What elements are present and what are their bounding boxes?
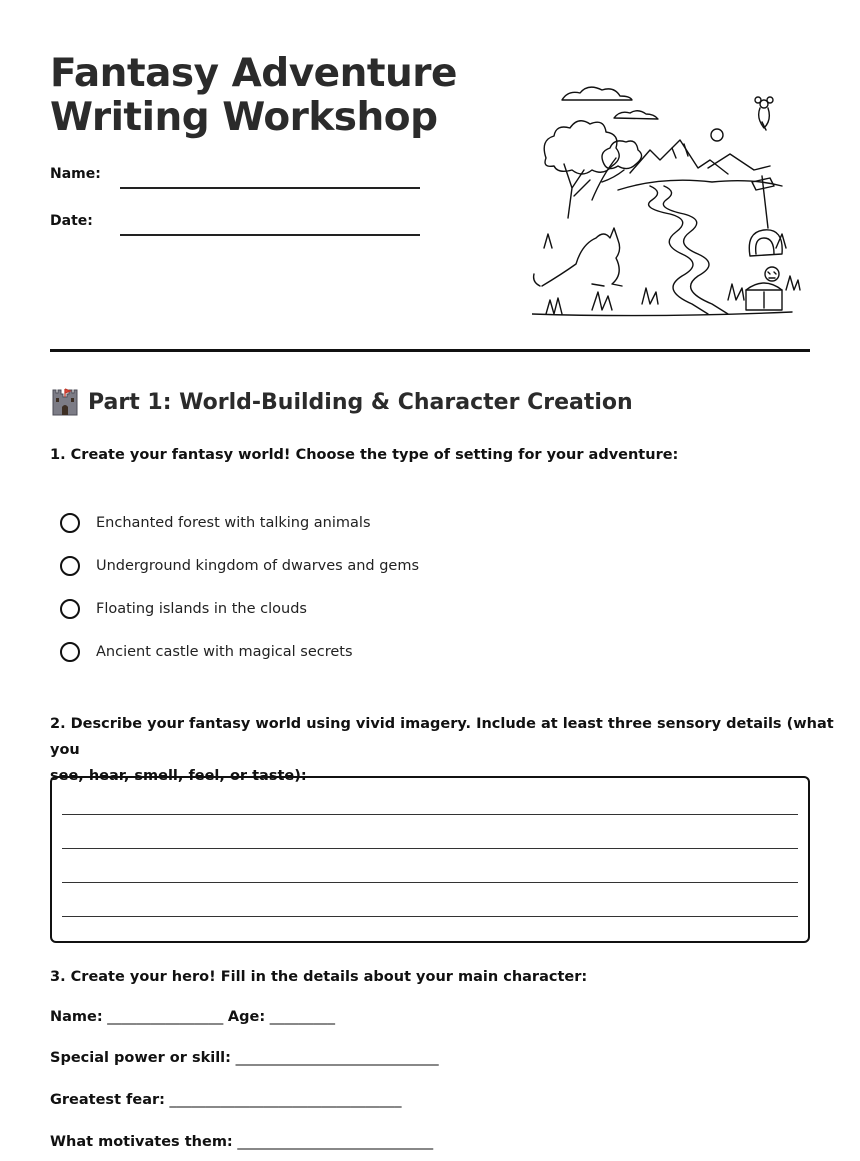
cave-icon (749, 230, 782, 256)
hero-age-label: Age: (227, 1009, 266, 1025)
hero-power-field[interactable]: ____________________________ (235, 1050, 439, 1066)
river-icon (649, 186, 728, 314)
part-1-title: Part 1: World-Building & Character Creation (88, 389, 633, 415)
hero-name-label: Name: (50, 1009, 103, 1025)
radio-button[interactable] (60, 599, 80, 619)
option-label: Enchanted forest with talking animals (96, 515, 371, 531)
title-line-2: Writing Workshop (50, 95, 438, 140)
koala-icon (755, 97, 773, 130)
description-answer-box[interactable] (50, 776, 810, 943)
setting-option-1[interactable] (60, 510, 371, 536)
radio-button[interactable] (60, 556, 80, 576)
grass-icon (532, 234, 800, 316)
cloud-icon (562, 87, 658, 119)
question-2-line-1: 2. Describe your fantasy world using vivid imagery. Include at least three sensory details (what you (50, 716, 834, 758)
writing-line (62, 916, 798, 917)
hero-fear-row (50, 1092, 402, 1108)
castle-icon (50, 388, 80, 416)
section-divider (50, 349, 810, 352)
name-field[interactable] (120, 187, 420, 189)
setting-option-2[interactable] (60, 553, 419, 579)
option-label: Floating islands in the clouds (96, 601, 307, 617)
question-1-prompt: 1. Create your fantasy world! Choose the type of setting for your adventure: (50, 447, 679, 463)
hero-power-row (50, 1050, 439, 1066)
tree-icon (544, 121, 641, 218)
date-label: Date: (50, 213, 93, 229)
radio-button[interactable] (60, 642, 80, 662)
part-1-heading (50, 388, 633, 416)
hero-motivation-label: What motivates them: (50, 1134, 233, 1150)
hero-motivation-row (50, 1134, 433, 1150)
hero-name-field[interactable]: ________________ (107, 1009, 224, 1025)
hero-motivation-field[interactable]: ___________________________ (237, 1134, 434, 1150)
option-label: Ancient castle with magical secrets (96, 644, 353, 660)
writing-line (62, 814, 798, 815)
writing-line (62, 848, 798, 849)
name-label: Name: (50, 166, 101, 182)
option-label: Underground kingdom of dwarves and gems (96, 558, 420, 574)
hero-age-field[interactable]: _________ (269, 1009, 335, 1025)
hero-fear-field[interactable]: ________________________________ (169, 1092, 402, 1108)
writing-line (62, 882, 798, 883)
hero-power-label: Special power or skill: (50, 1050, 231, 1066)
date-field[interactable] (120, 234, 420, 236)
worksheet-title (50, 52, 457, 140)
treasure-chest-icon (746, 267, 782, 310)
mountains-icon (618, 140, 782, 190)
hero-name-age-row (50, 1009, 335, 1025)
radio-button[interactable] (60, 513, 80, 533)
question-3-prompt: 3. Create your hero! Fill in the details about your main character: (50, 969, 588, 985)
sun-icon (711, 129, 723, 141)
setting-option-3[interactable] (60, 596, 307, 622)
setting-option-4[interactable] (60, 639, 353, 665)
fantasy-landscape-illustration (532, 78, 810, 323)
hero-fear-label: Greatest fear: (50, 1092, 165, 1108)
question-2-line-2: see, hear, smell, feel, or taste): (50, 768, 307, 784)
title-line-1: Fantasy Adventure (50, 51, 457, 96)
